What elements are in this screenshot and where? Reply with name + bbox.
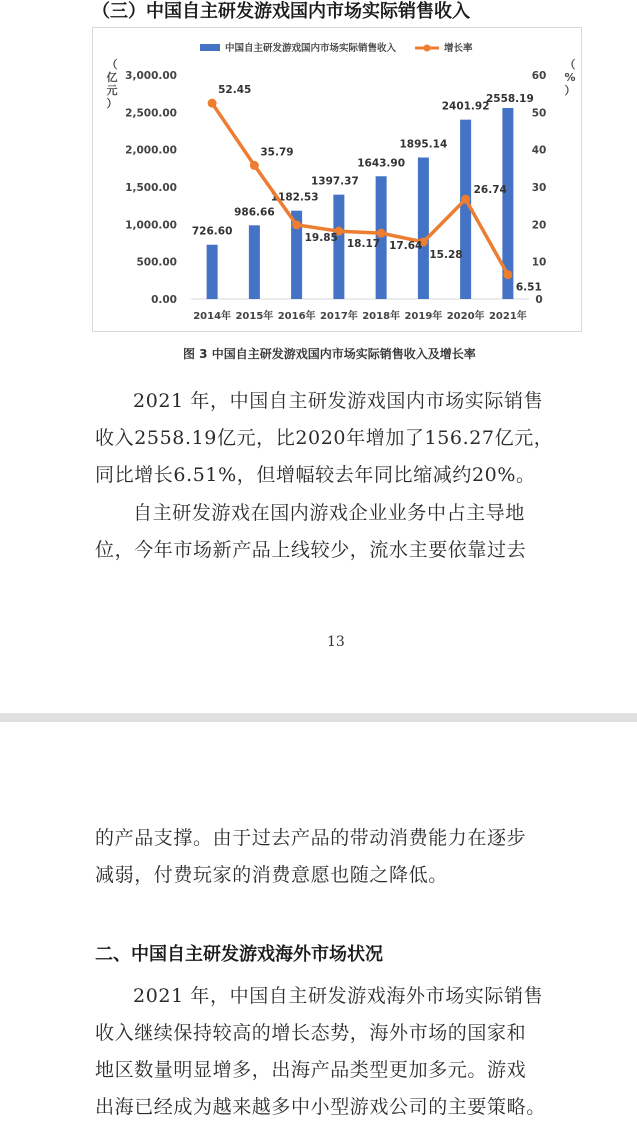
bar-value-label: 2401.92 <box>441 100 490 113</box>
bar-value-label: 2558.19 <box>485 92 534 105</box>
page-number: 13 <box>327 634 345 650</box>
bar-revenue <box>333 195 344 299</box>
growth-point <box>250 161 259 170</box>
growth-value-label: 52.45 <box>218 84 252 97</box>
growth-value-label: 35.79 <box>260 146 294 159</box>
revenue-growth-chart <box>92 27 582 332</box>
paragraph-overseas <box>95 978 546 1126</box>
page-separator <box>0 713 637 722</box>
bar-value-label: 986.66 <box>234 206 275 219</box>
y-right-tick-label: 10 <box>531 256 547 269</box>
growth-point <box>208 99 217 108</box>
growth-value-label: 17.64 <box>389 240 423 253</box>
y-left-tick-label: 2,500.00 <box>125 107 177 120</box>
y-right-axis-title-char: （ <box>564 58 576 71</box>
section-heading-domestic: （三）中国自主研发游戏国内市场实际销售收入 <box>92 1 470 22</box>
x-tick-label: 2017年 <box>319 311 358 322</box>
y-left-axis-title-char: （ <box>106 58 118 71</box>
y-left-tick-label: 0.00 <box>151 294 177 306</box>
x-tick-label: 2016年 <box>277 311 316 322</box>
growth-value-label: 26.74 <box>473 184 507 197</box>
growth-point <box>377 229 386 238</box>
x-tick-label: 2015年 <box>235 311 274 322</box>
paragraph-revenue-2021 <box>95 383 553 494</box>
paragraph-continued <box>95 820 526 894</box>
legend-label-growth: 增长率 <box>444 43 473 54</box>
y-left-tick-label: 3,000.00 <box>125 70 177 82</box>
x-tick-label: 2018年 <box>362 311 401 322</box>
paragraph-line: 同比增长6.51%，但增幅较去年同比缩减约20%。 <box>95 464 536 486</box>
y-left-axis-title-char: ） <box>106 97 118 110</box>
bar-value-label: 1397.37 <box>310 175 359 188</box>
paragraph-line: 收入2558.19亿元，比2020年增加了156.27亿元， <box>95 427 554 449</box>
bar-value-label: 726.60 <box>191 225 233 238</box>
y-right-tick-label: 40 <box>531 144 547 157</box>
legend-swatch-revenue <box>200 44 220 51</box>
y-right-tick-label: 60 <box>531 70 547 82</box>
y-left-tick-label: 1,500.00 <box>125 182 177 194</box>
y-left-tick-label: 1,000.00 <box>125 219 177 232</box>
chart-canvas <box>93 28 583 333</box>
y-left-axis-title-char: 亿 <box>106 71 118 84</box>
x-tick-label: 2020年 <box>446 311 485 322</box>
bar-value-label: 1895.14 <box>399 138 448 151</box>
y-right-tick-label: 0 <box>535 294 543 306</box>
y-right-axis-title-char: ） <box>564 84 576 97</box>
y-right-tick-label: 30 <box>531 182 547 194</box>
section-heading-overseas: 二、中国自主研发游戏海外市场状况 <box>95 944 383 965</box>
paragraph-line: 自主研发游戏在国内游戏企业业务中占主导地 <box>133 502 526 524</box>
y-right-tick-label: 50 <box>531 107 547 120</box>
bar-value-label: 1182.53 <box>270 191 319 204</box>
x-tick-label: 2014年 <box>193 311 232 322</box>
legend-label-revenue: 中国自主研发游戏国内市场实际销售收入 <box>225 43 397 54</box>
growth-value-label: 18.17 <box>346 238 381 251</box>
x-tick-label: 2021年 <box>488 311 527 322</box>
growth-point <box>503 270 512 279</box>
paragraph-line: 地区数量明显增多，出海产品类型更加多元。游戏 <box>95 1059 527 1081</box>
y-left-tick-label: 500.00 <box>136 256 177 269</box>
paragraph-line: 位，今年市场新产品上线较少，流水主要依靠过去 <box>95 539 527 561</box>
y-left-tick-label: 2,000.00 <box>125 144 177 157</box>
paragraph-line: 减弱，付费玩家的消费意愿也随之降低。 <box>95 864 448 886</box>
y-right-tick-label: 20 <box>531 219 547 232</box>
legend-marker-growth <box>424 45 431 52</box>
paragraph-line: 收入继续保持较高的增长态势，海外市场的国家和 <box>95 1022 527 1044</box>
bar-value-label: 1643.90 <box>357 157 406 170</box>
growth-value-label: 6.51 <box>515 281 542 294</box>
y-left-axis-title-char: 元 <box>106 84 118 97</box>
bar-revenue <box>207 245 218 299</box>
growth-point <box>461 195 470 204</box>
figure-caption: 图 3 中国自主研发游戏国内市场实际销售收入及增长率 <box>183 347 476 361</box>
bar-revenue <box>249 225 260 299</box>
growth-point <box>292 220 301 229</box>
x-tick-label: 2019年 <box>404 311 443 322</box>
paragraph-line: 的产品支撑。由于过去产品的带动消费能力在逐步 <box>95 827 527 849</box>
y-right-axis-title-char: % <box>564 71 576 84</box>
growth-value-label: 19.85 <box>304 231 338 244</box>
growth-value-label: 15.28 <box>429 248 463 261</box>
paragraph-line: 出海已经成为越来越多中小型游戏公司的主要策略。 <box>95 1096 546 1118</box>
paragraph-line: 2021 年，中国自主研发游戏国内市场实际销售 <box>133 390 544 412</box>
bar-revenue <box>418 157 429 299</box>
paragraph-dominance <box>95 495 526 569</box>
paragraph-line: 2021 年，中国自主研发游戏海外市场实际销售 <box>133 985 544 1007</box>
